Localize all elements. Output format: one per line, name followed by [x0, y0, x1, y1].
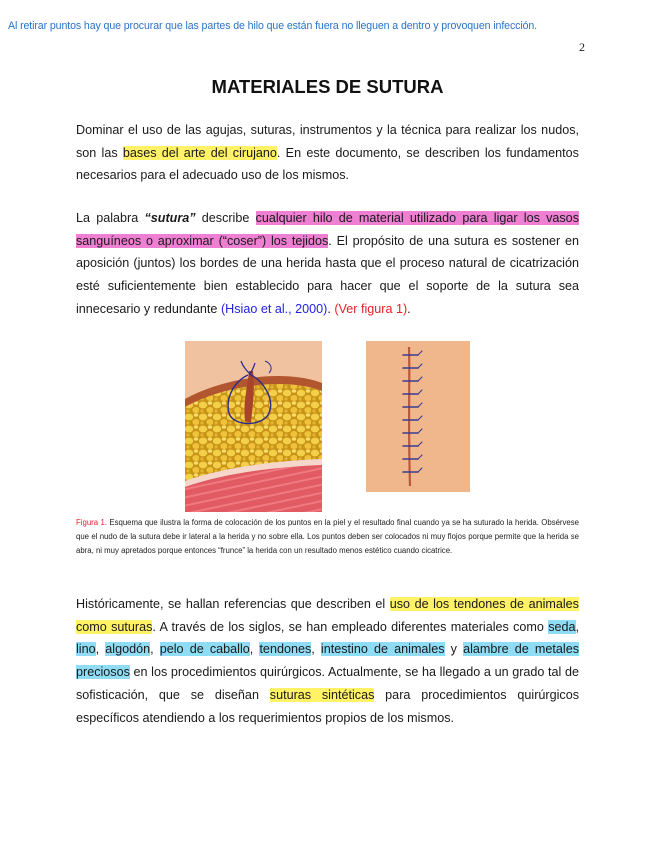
text: en los procedimientos quirúrgicos. Actualmente, se ha llegado a un grado tal de sofisticación, que se diseñan [76, 665, 579, 702]
highlight-cyan-material: algodón [105, 642, 151, 657]
caption-text: Esquema que ilustra la forma de colocación de los puntos en la piel y el resultado final cuando ya se ha suturado la herida. Obsérvese que el nudo de la sutura debe ir lateral a la herida y no sobre ella. Los puntos deben ser colocados ni muy flojos porque permite que la herida se abra, ni muy apretados porque entonces “frunce” la herida con un resultado menos estético cuando cicatrice. [76, 518, 579, 555]
text: Dominar el uso de las agujas, suturas, instrumentos y la técnica para realizar los nudos, son las [76, 123, 579, 160]
highlight-yellow: bases del arte del cirujano [122, 145, 277, 160]
page-title: MATERIALES DE SUTURA [211, 76, 444, 97]
paragraph-history [76, 593, 579, 729]
citation-link[interactable]: (Hsiao et al., 2000) [220, 301, 328, 316]
figure-reference[interactable]: (Ver figura 1) [334, 301, 408, 316]
header-note: Al retirar puntos hay que procurar que las partes de hilo que están fuera no lleguen a dentro y provoquen infección. [8, 20, 538, 32]
text: . [407, 301, 411, 316]
highlight-pink: cualquier hilo de material utilizado para ligar los vasos sanguíneos o aproximar (“coser”) los tejidos [76, 211, 579, 248]
text: , [150, 642, 160, 657]
highlight-yellow: uso de los tendones de animales como suturas [76, 597, 579, 634]
highlight-cyan-material: lino [76, 642, 96, 657]
highlight-cyan-material: intestino de animales [320, 642, 445, 657]
highlight-cyan-material: tendones [259, 642, 312, 657]
page-number: 2 [579, 40, 585, 54]
text: , [575, 619, 580, 634]
text: , [249, 642, 260, 657]
text: para procedimientos quirúrgicos específicos atendiendo a los requerimientos propios de los mismos. [76, 687, 580, 725]
highlight-cyan-material: pelo de caballo [159, 642, 250, 657]
text: , [95, 642, 106, 657]
paragraph-intro [76, 119, 579, 187]
figure-label: Figura 1. [76, 518, 107, 527]
sutured-wound-illustration [366, 341, 470, 492]
text: describe [195, 211, 256, 225]
highlight-cyan-material: alambre de metales preciosos [76, 642, 580, 680]
text: . En este documento, se describen los fundamentos necesarios para el adecuado uso de los mismos. [76, 145, 579, 183]
text: y [444, 642, 464, 657]
text: , [311, 642, 321, 657]
text: Históricamente, se hallan referencias que describen el [76, 597, 390, 611]
text: La palabra [76, 211, 145, 225]
paragraph-definition [76, 207, 579, 321]
text: . A través de los siglos, se han empleado diferentes materiales como [152, 619, 549, 634]
highlight-yellow: suturas sintéticas [269, 687, 375, 702]
text: . [327, 301, 335, 316]
highlight-cyan-material: seda [548, 619, 576, 634]
figure-caption [76, 516, 579, 557]
term-sutura: “sutura” [144, 211, 196, 225]
text: . El propósito de una sutura es sostener en aposición (juntos) los bordes de una herida hasta que el proceso natural de cicatrización esté suficientemente bien establecido para hacer que el soporte de la sutura sea innecesario y redundante [76, 233, 579, 316]
suture-cross-section-illustration [185, 341, 322, 512]
